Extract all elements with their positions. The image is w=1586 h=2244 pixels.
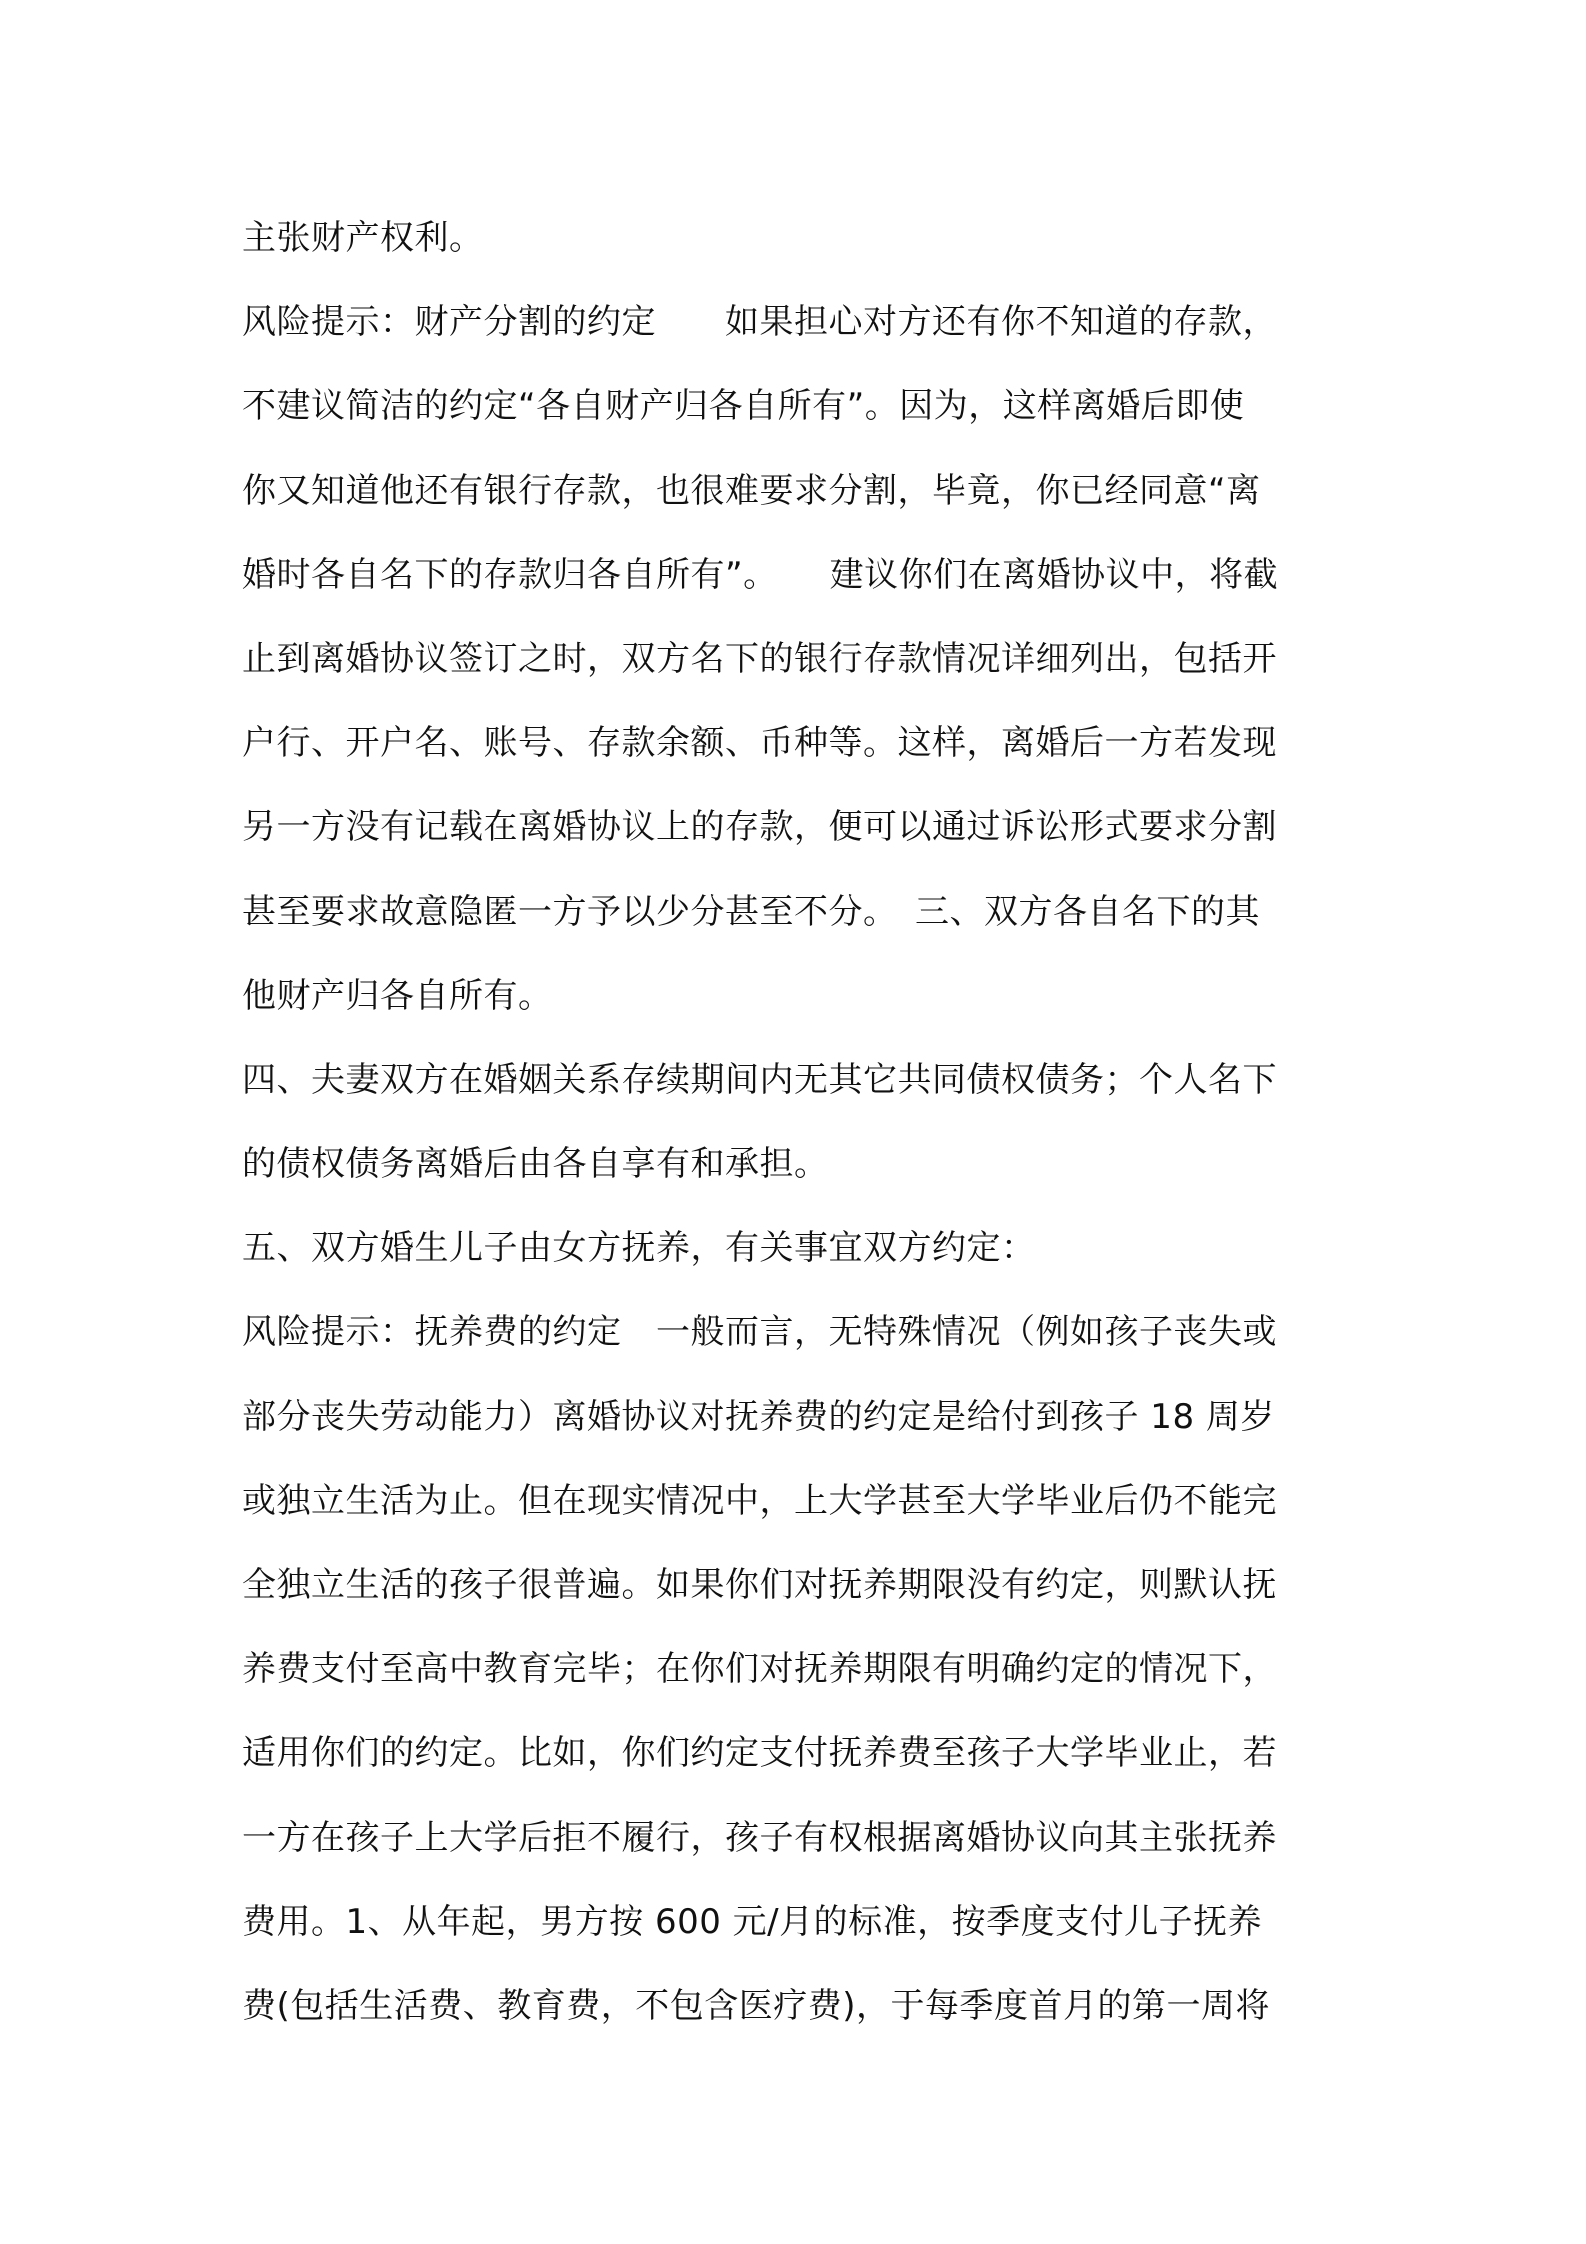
text-line: 他财产归各自所有。 bbox=[242, 975, 553, 1016]
text-line: 主张财产权利。 bbox=[242, 218, 484, 258]
text-line: 婚时各自名下的存款归各自所有”。 建议你们在离婚协议中，将截 bbox=[242, 554, 1279, 595]
text-line: 另一方没有记载在离婚协议上的存款，便可以通过诉讼形式要求分割 bbox=[242, 807, 1277, 848]
text-line: 费(包括生活费、教育费，不包含医疗费)，于每季度首月的第一周将 bbox=[242, 1985, 1271, 2026]
text-line: 费用。1、从年起，男方按 600 元/月的标准，按季度支付儿子抚养 bbox=[242, 1901, 1263, 1942]
text-line: 风险提示：财产分割的约定 如果担心对方还有你不知道的存款， bbox=[242, 302, 1277, 343]
text-line: 或独立生活为止。但在现实情况中，上大学甚至大学毕业后仍不能完 bbox=[242, 1480, 1277, 1521]
text-line: 养费支付至高中教育完毕；在你们对抚养期限有明确约定的情况下， bbox=[242, 1649, 1277, 1690]
text-line: 你又知道他还有银行存款，也很难要求分割，毕竟，你已经同意“离 bbox=[242, 470, 1261, 511]
text-line: 的债权债务离婚后由各自享有和承担。 bbox=[242, 1144, 829, 1185]
text-line: 全独立生活的孩子很普遍。如果你们对抚养期限没有约定，则默认抚 bbox=[242, 1565, 1277, 1605]
text-line: 风险提示：抚养费的约定 一般而言，无特殊情况（例如孩子丧失或 bbox=[242, 1312, 1277, 1353]
text-line: 一方在孩子上大学后拒不履行，孩子有权根据离婚协议向其主张抚养 bbox=[242, 1817, 1277, 1858]
text-line: 户行、开户名、账号、存款余额、币种等。这样，离婚后一方若发现 bbox=[242, 723, 1277, 764]
text-line: 适用你们的约定。比如，你们约定支付抚养费至孩子大学毕业止，若 bbox=[242, 1733, 1277, 1774]
text-line: 五、双方婚生儿子由女方抚养，有关事宜双方约定： bbox=[242, 1228, 1036, 1269]
text-line: 止到离婚协议签订之时，双方名下的银行存款情况详细列出，包括开 bbox=[242, 638, 1277, 679]
text-line: 部分丧失劳动能力）离婚协议对抚养费的约定是给付到孩子 18 周岁 bbox=[242, 1396, 1275, 1437]
text-line: 甚至要求故意隐匿一方予以少分甚至不分。 三、双方各自名下的其 bbox=[242, 891, 1260, 932]
text-line: 四、夫妻双方在婚姻关系存续期间内无其它共同债权债务；个人名下 bbox=[242, 1059, 1277, 1100]
document-body bbox=[242, 196, 1352, 2048]
text-line: 不建议简洁的约定“各自财产归各自所有”。因为，这样离婚后即使 bbox=[242, 386, 1245, 427]
